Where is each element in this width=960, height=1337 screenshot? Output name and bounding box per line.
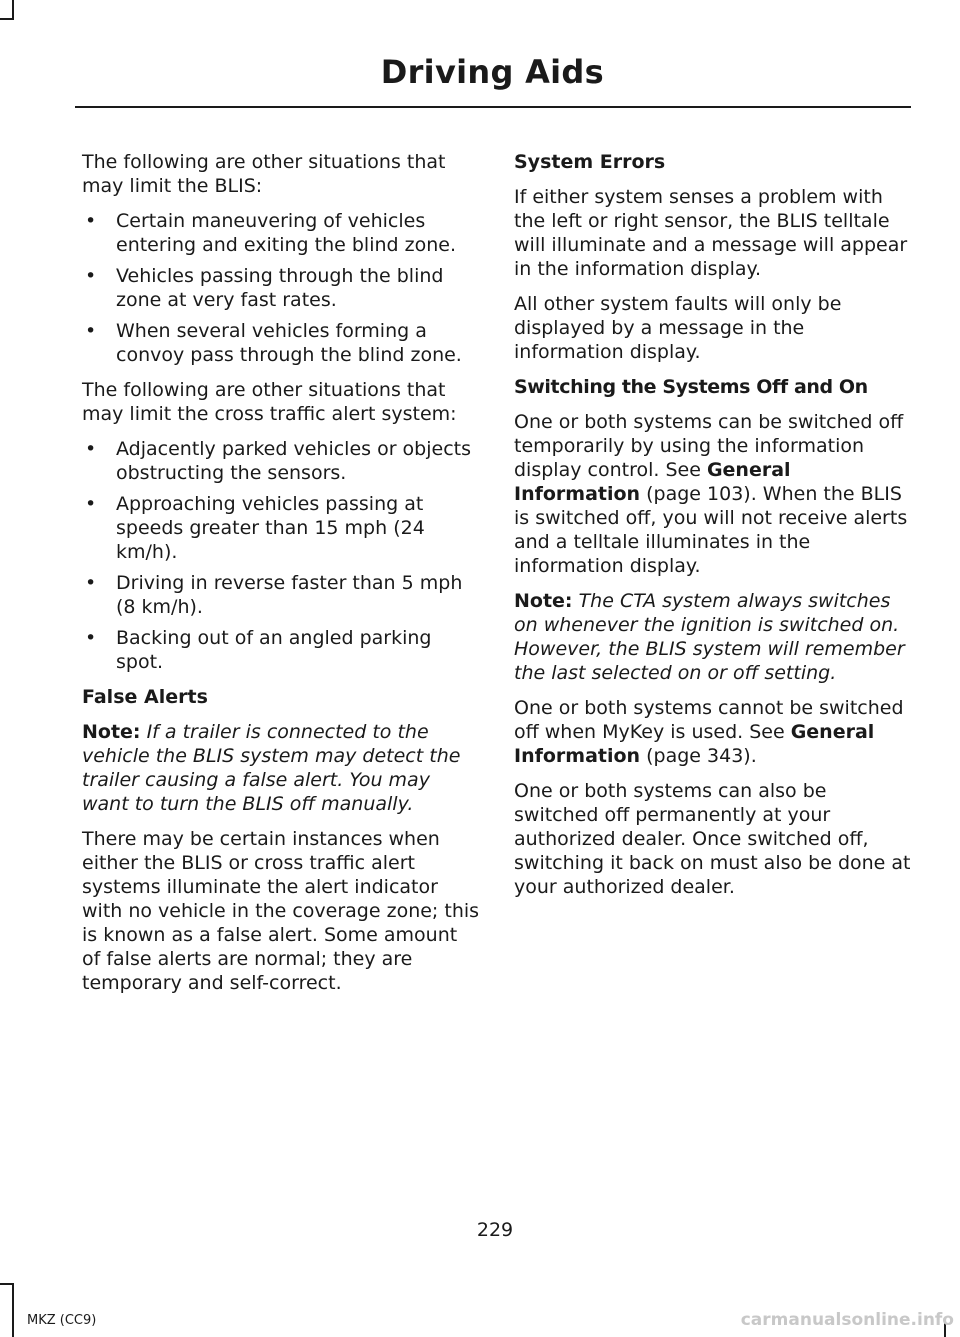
permanent-switch-off-paragraph: One or both systems can also be switched off permanently at your authorized dealer. Once switched off, switching it back on must also be done at your authorized dealer.: [514, 780, 911, 898]
crop-mark-bottom-left-horizontal: [0, 1283, 14, 1285]
watermark: carmanualsonline.info: [740, 1310, 954, 1330]
crop-mark-bottom-left-vertical: [12, 1283, 14, 1337]
mykey-paragraph: One or both systems cannot be switched off when MyKey is used. See General Information (page 343).: [514, 697, 904, 767]
note-text: If a trailer is connected to the vehicle the BLIS system may detect the trailer causing a false alert. You may want to turn the BLIS off manually.: [82, 721, 461, 815]
page-number: 229: [476, 1219, 514, 1241]
page-title: Driving Aids: [380, 53, 604, 91]
list-item: • Certain maneuvering of vehicles entering and exiting the blind zone.: [85, 210, 456, 256]
footer-model: MKZ (CC9): [27, 1313, 97, 1328]
blis-limits-intro: The following are other situations that may limit the BLIS:: [82, 151, 446, 197]
switching-paragraph: One or both systems can be switched off temporarily by using the information display control. See General Information (page 103). When the BLIS is switched off, you will not receive alerts and a telltale illuminates in the information display.: [514, 411, 908, 577]
list-item: • Approaching vehicles passing at speeds greater than 15 mph (24 km/h).: [85, 493, 425, 563]
list-item: • Adjacently parked vehicles or objects obstructing the sensors.: [85, 438, 471, 484]
switching-heading: Switching the Systems Off and On: [514, 376, 868, 398]
bullet-icon: •: [85, 572, 97, 594]
false-alerts-note: [82, 720, 480, 816]
bullet-icon: •: [85, 493, 97, 515]
note-label: Note:: [82, 721, 141, 743]
cta-note: [514, 589, 912, 685]
false-alerts-heading: False Alerts: [82, 686, 208, 708]
list-item: • Driving in reverse faster than 5 mph (8 km/h).: [85, 572, 463, 618]
bullet-icon: •: [85, 627, 97, 649]
false-alerts-body: There may be certain instances when either the BLIS or cross traffic alert systems illuminate the alert indicator with no vehicle in the coverage zone; this is known as a false alert. Some amount of false alerts are normal; they are temporary and self-correct.: [82, 828, 480, 994]
general-information-link[interactable]: General Information: [514, 459, 791, 505]
bullet-icon: •: [85, 320, 97, 342]
list-item: • When several vehicles forming a convoy pass through the blind zone.: [85, 320, 462, 366]
crop-mark-top-left-vertical: [12, 0, 14, 20]
list-item: • Backing out of an angled parking spot.: [85, 627, 432, 673]
system-errors-paragraph-1: If either system senses a problem with the left or right sensor, the BLIS telltale will illuminate and a message will appear in the information display.: [514, 186, 908, 280]
right-column: [514, 150, 912, 910]
left-column: [82, 150, 480, 1006]
system-errors-paragraph-2: All other system faults will only be displayed by a message in the information display.: [514, 293, 842, 363]
bullet-icon: •: [85, 210, 97, 232]
blis-limits-list: [82, 209, 480, 367]
header-divider: [75, 106, 911, 108]
crop-mark-top-left-horizontal: [0, 18, 14, 20]
note-label: Note:: [514, 590, 573, 612]
note-text: The CTA system always switches on whenever the ignition is switched on. However, the BLIS system will remember the last selected on or off setting.: [514, 590, 905, 684]
cta-limits-intro: The following are other situations that may limit the cross traffic alert system:: [82, 379, 457, 425]
bullet-icon: •: [85, 438, 97, 460]
list-item: • Vehicles passing through the blind zone at very fast rates.: [85, 265, 444, 311]
system-errors-heading: System Errors: [514, 151, 666, 173]
bullet-icon: •: [85, 265, 97, 287]
cta-limits-list: [82, 437, 480, 674]
general-information-link[interactable]: General Information: [514, 721, 875, 767]
